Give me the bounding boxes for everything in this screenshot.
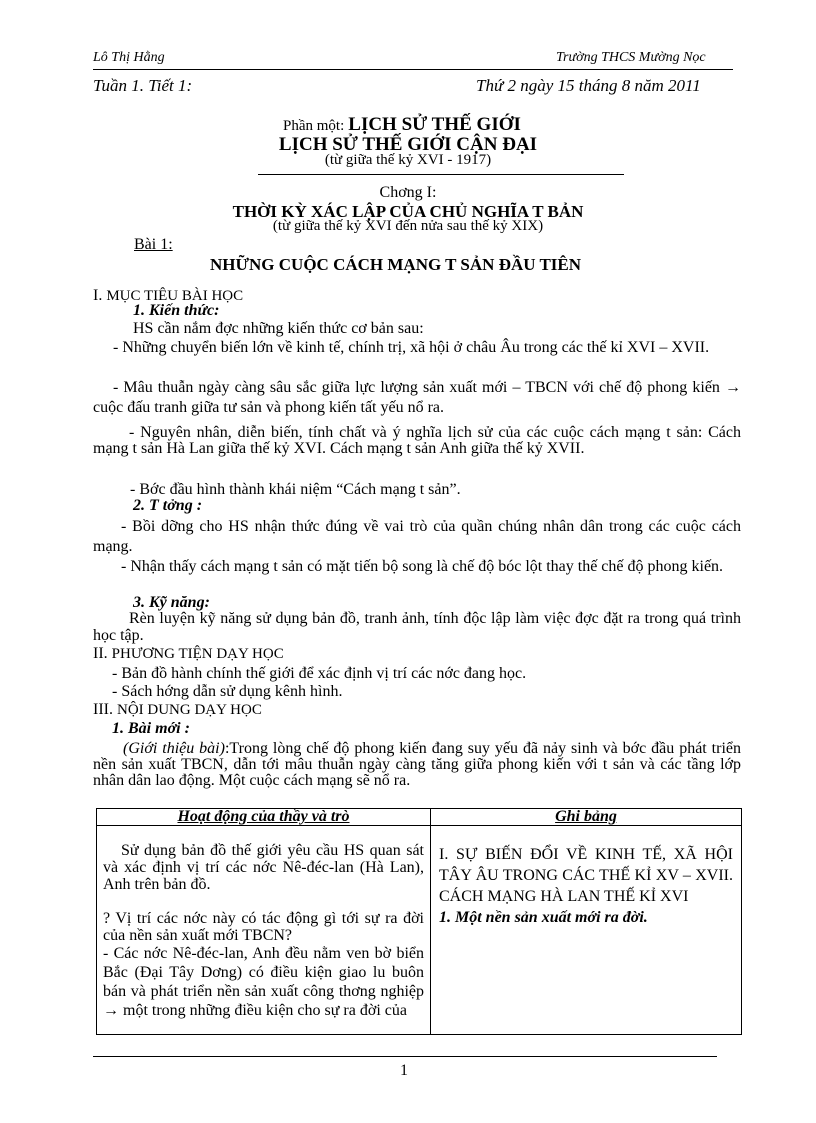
thought-item-2: - Nhận thấy cách mạng t sản có mặt tiến bộ song là chế độ bóc lột thay thế chế độ phong kiến. — [121, 558, 724, 575]
subtitle: LỊCH SỬ THẾ GIỚI CẬN ĐẠI — [278, 134, 538, 155]
part-title: LỊCH SỬ THẾ GIỚI — [348, 114, 521, 135]
board-heading: I. SỰ BIẾN ĐỔI VỀ KINH TẾ, XÃ HỘI TÂY ÂU TRONG CÁC THẾ KỈ XV – XVII. CÁCH MẠNG HÀ LAN THẾ KỈ XVI — [439, 846, 733, 905]
week-label: Tuần 1. Tiết 1: — [93, 76, 193, 95]
materials-item-2: - Sách hớng dẫn sử dụng kênh hình. — [112, 683, 343, 700]
col-header-board-notes: Ghi bảng — [431, 809, 742, 826]
part-heading — [283, 114, 521, 136]
activity-paragraph-1: Sử dụng bản đồ thế giới yêu cầu HS quan sát và xác định vị trí các nớc Nê-đéc-lan (Hà Lan), Anh trên bản đồ. — [103, 842, 424, 893]
section-1-number: I. — [93, 287, 103, 304]
title-rule — [258, 174, 624, 175]
activity-answer: - Các nớc Nê-đéc-lan, Anh đều nằm ven bờ biển Bắc (Đại Tây Dơng) có điều kiện giao lu buôn bán và phát triển nền sản xuất công thơng nghiệp → một trong những điều kiện cho sự ra đời của — [103, 945, 424, 1019]
lesson-date: Thứ 2 ngày 15 tháng 8 năm 2011 — [476, 76, 701, 95]
board-notes-cell — [431, 826, 742, 1035]
section-3-heading — [93, 701, 262, 719]
knowledge-item-3: - Nguyên nhân, diễn biến, tính chất và ý nghĩa lịch sử của các cuộc cách mạng t sản: Cách mạng t sản Hà Lan giữa thế kỷ XVI. Cách mạng t sản Anh giữa thế kỷ XVII. — [93, 424, 741, 457]
knowledge-item-2: - Mâu thuẫn ngày càng sâu sắc giữa lực lượng sản xuất mới – TBCN với chế độ phong kiến → cuộc đấu tranh giữa tư sản và phong kiến tất yếu nổ ra. — [93, 379, 741, 416]
footer-rule — [93, 1056, 717, 1057]
materials-item-1: - Bản đồ hành chính thế giới để xác định vị trí các nớc đang học. — [112, 665, 527, 682]
new-lesson-heading: 1. Bài mới : — [112, 720, 190, 737]
activities-cell — [97, 826, 431, 1035]
activity-question: ? Vị trí các nớc này có tác động gì tới sự ra đời của nền sản xuất mới TBCN? — [103, 910, 424, 944]
lesson-activity-table — [96, 808, 742, 1035]
section-2-title: PHƯƠNG TIỆN DẠY HỌC — [111, 646, 284, 662]
board-subheading: 1. Một nền sản xuất mới ra đời. — [439, 909, 648, 926]
school-name: Trường THCS Mường Nọc — [556, 50, 706, 65]
skill-item-1: Rèn luyện kỹ năng sử dụng bản đồ, tranh ảnh, tính độc lập làm việc đợc đặt ra trong quá trình học tập. — [93, 610, 741, 644]
section-3-number: III. — [93, 701, 113, 718]
section-2-number: II. — [93, 645, 108, 662]
thought-heading: 2. T tởng : — [133, 497, 203, 514]
lesson-intro-text: :Trong lòng chế độ phong kiến đang suy yếu đã nảy sinh và bớc đầu phát triển nền sản xuất TBCN, dẫn tới mâu thuẫn ngày càng tăng giữa phong kiến với t sản và các tầng lớp nhân dân lao động. Một cuộc cách mạng sẽ nổ ra. — [93, 740, 742, 789]
thought-item-1: - Bồi dỡng cho HS nhận thức đúng về vai trò của quần chúng nhân dân trong các cuộc cách mạng. — [93, 518, 741, 555]
chapter-title: THỜI KỲ XÁC LẬP CỦA CHỦ NGHĨA T BẢN — [232, 202, 584, 221]
knowledge-item-4: - Bớc đầu hình thành khái niệm “Cách mạng t sản”. — [130, 481, 461, 498]
knowledge-intro: HS cần nắm đợc những kiến thức cơ bản sau: — [133, 320, 424, 337]
section-2-heading — [93, 645, 284, 663]
author-name: Lô Thị Hằng — [93, 50, 165, 65]
lesson-label: Bài 1: — [134, 236, 173, 253]
header-rule — [93, 69, 733, 70]
lesson-title: NHỮNG CUỘC CÁCH MẠNG T SẢN ĐẦU TIÊN — [210, 255, 582, 274]
table-header-row — [97, 809, 742, 826]
chapter-label: Chơng I: — [379, 184, 437, 201]
page-number: 1 — [400, 1062, 408, 1079]
skill-heading: 3. Kỹ năng: — [133, 594, 210, 611]
lesson-intro-label: (Giới thiệu bài) — [123, 740, 225, 757]
section-1-title: MỤC TIÊU BÀI HỌC — [106, 288, 244, 304]
col-header-activities: Hoạt động của thầy và trò — [97, 809, 431, 826]
knowledge-heading: 1. Kiến thức: — [133, 302, 220, 319]
chapter-period: (từ giữa thế kỷ XVI đến nửa sau thế kỷ XIX) — [272, 218, 544, 234]
part-label: Phần một: — [283, 118, 345, 134]
knowledge-item-1: - Những chuyển biến lớn về kinh tế, chính trị, xã hội ở châu Âu trong các thế kỉ XVI – XVII. — [113, 339, 710, 356]
period: (từ giữa thế kỷ XVI - 1917) — [324, 152, 492, 168]
lesson-intro — [93, 741, 741, 789]
section-3-title: NỘI DUNG DẠY HỌC — [116, 702, 262, 718]
table-row — [97, 826, 742, 1035]
